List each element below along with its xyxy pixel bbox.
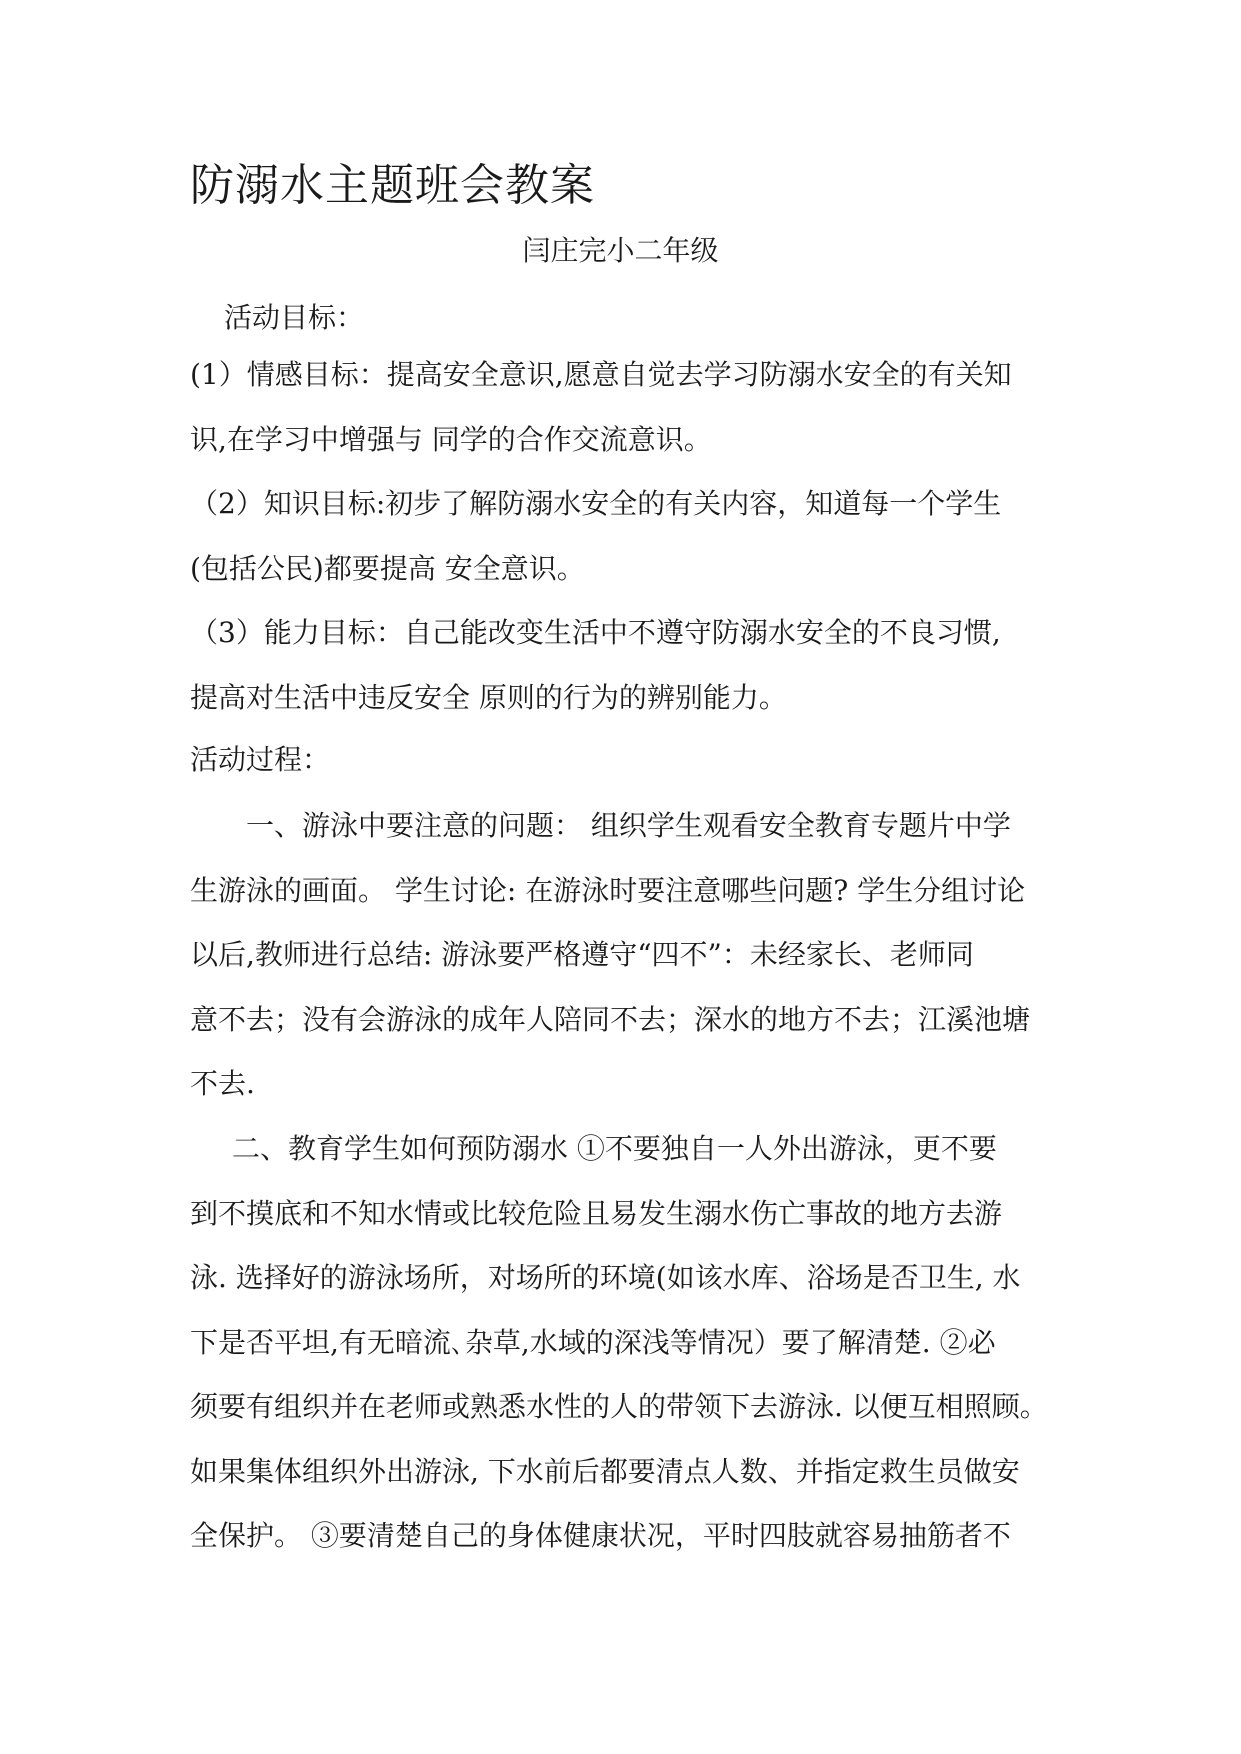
text-line-13: 不去. <box>190 1067 255 1100</box>
document-title: 防溺水主题班会教案 <box>190 160 595 211</box>
text-line-2: (1）情感目标：提高安全意识,愿意自觉去学习防溺水安全的有关知 <box>190 358 1012 391</box>
text-line-8: 活动过程： <box>190 743 331 776</box>
document-subtitle: 闫庄完小二年级 <box>522 234 719 267</box>
text-line-6: （3）能力目标：自己能改变生活中不遵守防溺水安全的不良习惯, <box>190 616 1001 649</box>
text-line-7: 提高对生活中违反安全 原则的行为的辨别能力。 <box>190 681 787 714</box>
text-line-4: （2）知识目标:初步了解防溺水安全的有关内容，知道每一个学生 <box>190 487 1002 520</box>
text-line-3: 识,在学习中增强与 同学的合作交流意识。 <box>190 423 712 456</box>
text-line-20: 全保护。 ③要清楚自己的身体健康状况，平时四肢就容易抽筋者不 <box>190 1519 1011 1552</box>
text-line-19: 如果集体组织外出游泳, 下水前后都要清点人数、并指定救生员做安 <box>190 1455 1020 1488</box>
text-line-1: 活动目标： <box>224 301 365 334</box>
text-line-15: 到不摸底和不知水情或比较危险且易发生溺水伤亡事故的地方去游 <box>190 1197 1003 1230</box>
text-line-14: 二、教育学生如何预防溺水 ①不要独自一人外出游泳，更不要 <box>232 1132 997 1165</box>
text-line-12: 意不去；没有会游泳的成年人陪同不去；深水的地方不去；江溪池塘 <box>190 1003 1031 1036</box>
text-line-9: 一、游泳中要注意的问题： 组织学生观看安全教育专题片中学 <box>246 809 1011 842</box>
text-line-5: (包括公民)都要提高 安全意识。 <box>190 552 585 585</box>
text-line-11: 以后,教师进行总结: 游泳要严格遵守“四不”：未经家长、老师同 <box>190 938 974 971</box>
text-line-17: 下是否平坦,有无暗流､杂草,水域的深浅等情况）要了解清楚. ②必 <box>190 1326 996 1359</box>
text-line-18: 须要有组织并在老师或熟悉水性的人的带领下去游泳. 以便互相照顾。 <box>190 1390 1048 1423</box>
text-line-10: 生游泳的画面。 学生讨论: 在游泳时要注意哪些问题? 学生分组讨论 <box>190 874 1026 907</box>
text-line-16: 泳. 选择好的游泳场所，对场所的环境(如该水库、浴场是否卫生, 水 <box>190 1261 1021 1294</box>
